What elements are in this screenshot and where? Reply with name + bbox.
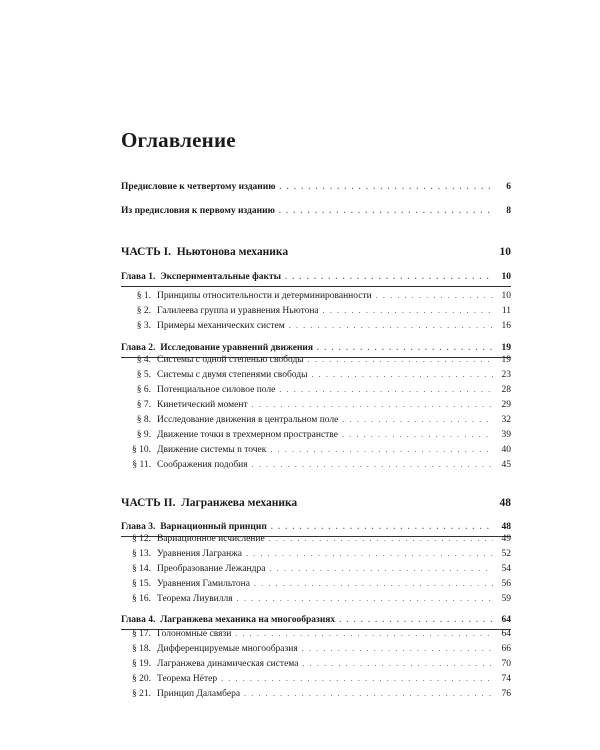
section-page: 49	[501, 534, 511, 544]
dot-leader	[302, 642, 493, 656]
section-title: Движение системы n точек	[157, 445, 267, 455]
chapter-label: Глава 3.	[121, 522, 156, 532]
section-number: § 2.	[136, 306, 151, 316]
part-page: 48	[499, 497, 511, 509]
section-page: 70	[501, 659, 511, 669]
section-title: Галилеева группа и уравнения Ньютона	[157, 306, 319, 316]
section-title: Принцип Даламбера	[157, 689, 241, 699]
toc-section[interactable]	[121, 627, 511, 641]
chapter-page: 64	[501, 615, 511, 625]
section-number: § 13.	[132, 549, 151, 559]
section-page: 59	[501, 594, 511, 604]
dot-leader	[339, 613, 493, 627]
toc-section[interactable]	[121, 592, 511, 606]
section-title: Голономные связи	[157, 629, 232, 639]
section-title: Вариационное исчисление	[157, 534, 265, 544]
dot-leader	[221, 672, 493, 686]
section-page: 19	[501, 355, 511, 365]
page-title: Оглавление	[121, 128, 236, 152]
toc-section[interactable]	[121, 562, 511, 576]
dot-leader	[269, 532, 493, 546]
toc-section[interactable]	[121, 547, 511, 561]
section-number: § 3.	[136, 321, 151, 331]
section-title: Уравнения Гамильтона	[157, 579, 250, 589]
chapter-title: Вариационный принцип	[160, 522, 267, 532]
toc-section[interactable]	[121, 428, 511, 442]
toc-section[interactable]	[121, 289, 511, 303]
section-page: 29	[501, 400, 511, 410]
section-page: 56	[501, 579, 511, 589]
dot-leader	[342, 413, 493, 427]
section-number: § 8.	[136, 415, 151, 425]
section-page: 23	[501, 370, 511, 380]
section-number: § 9.	[136, 430, 151, 440]
section-title: Потенциальное силовое поле	[157, 385, 276, 395]
part-title: Лагранжева механика	[181, 497, 298, 509]
section-title: Теорема Лиувилля	[157, 594, 233, 604]
section-page: 76	[501, 689, 511, 699]
toc-section[interactable]	[121, 319, 511, 333]
dot-leader	[323, 304, 493, 318]
toc-part-1[interactable]	[121, 245, 511, 259]
section-page: 66	[501, 644, 511, 654]
section-number: § 6.	[136, 385, 151, 395]
section-page: 11	[501, 306, 511, 316]
section-title: Примеры механических систем	[157, 321, 285, 331]
dot-leader	[235, 627, 493, 641]
section-page: 74	[501, 674, 511, 684]
part-title: Ньютонова механика	[176, 246, 289, 258]
section-number: § 4.	[136, 355, 151, 365]
chapter-label: Глава 1.	[121, 272, 156, 282]
toc-part-2[interactable]	[121, 496, 511, 510]
section-page: 28	[501, 385, 511, 395]
section-number: § 11.	[132, 460, 151, 470]
toc-section[interactable]	[121, 413, 511, 427]
toc-section[interactable]	[121, 353, 511, 367]
chapter-page: 10	[501, 272, 511, 282]
section-number: § 16.	[132, 594, 151, 604]
section-number: § 20.	[132, 674, 151, 684]
toc-section[interactable]	[121, 642, 511, 656]
section-title: Соображения подобия	[157, 460, 248, 470]
dot-leader	[279, 204, 493, 218]
toc-section[interactable]	[121, 368, 511, 382]
section-page: 54	[501, 564, 511, 574]
section-number: § 18.	[132, 644, 151, 654]
dot-leader	[302, 657, 493, 671]
dot-leader	[376, 289, 493, 303]
dot-leader	[270, 443, 493, 457]
toc-section[interactable]	[121, 304, 511, 318]
section-title: Преобразование Лежандра	[157, 564, 266, 574]
toc-section[interactable]	[121, 657, 511, 671]
chapter-page: 48	[501, 522, 511, 532]
chapter-title: Исследование уравнений движения	[160, 343, 314, 353]
section-number: § 21.	[132, 689, 151, 699]
section-number: § 15.	[132, 579, 151, 589]
part-label: ЧАСТЬ II.	[121, 497, 176, 509]
section-page: 16	[501, 321, 511, 331]
section-title: Кинетический момент	[157, 400, 248, 410]
section-title: Движение точки в трехмерном пространстве	[157, 430, 338, 440]
toc-entry-front-2[interactable]	[121, 204, 511, 218]
section-page: 64	[501, 629, 511, 639]
dot-leader	[342, 428, 493, 442]
toc-section[interactable]	[121, 398, 511, 412]
section-number: § 7.	[136, 400, 151, 410]
toc-section[interactable]	[121, 532, 511, 546]
toc-chapter-1[interactable]	[121, 270, 511, 287]
section-number: § 1.	[136, 291, 151, 301]
section-page: 32	[501, 415, 511, 425]
dot-leader	[311, 368, 493, 382]
dot-leader	[308, 353, 493, 367]
section-number: § 12.	[132, 534, 151, 544]
section-number: § 10.	[132, 445, 151, 455]
dot-leader	[289, 319, 493, 333]
toc-entry-front-1[interactable]	[121, 180, 511, 194]
dot-leader	[279, 180, 493, 194]
dot-leader	[246, 547, 493, 561]
toc-section[interactable]	[121, 458, 511, 472]
dot-leader	[252, 458, 493, 472]
part-page: 10	[499, 246, 511, 258]
chapter-title: Экспериментальные факты	[160, 272, 282, 282]
toc-section[interactable]	[121, 577, 511, 591]
entry-title: Из предисловия к первому изданию	[121, 206, 275, 216]
section-title: Теорема Нётер	[157, 674, 218, 684]
dot-leader	[254, 577, 493, 591]
section-title: Системы с двумя степенями свободы	[157, 370, 308, 380]
section-page: 10	[501, 291, 511, 301]
section-page: 39	[501, 430, 511, 440]
section-page: 45	[501, 460, 511, 470]
dot-leader	[237, 592, 493, 606]
part-label: ЧАСТЬ I.	[121, 246, 171, 258]
section-number: § 17.	[132, 629, 151, 639]
section-title: Системы с одной степенью свободы	[157, 355, 304, 365]
entry-page: 8	[506, 206, 511, 216]
toc-section[interactable]	[121, 443, 511, 457]
chapter-label: Глава 2.	[121, 343, 156, 353]
section-number: § 14.	[132, 564, 151, 574]
section-page: 40	[501, 445, 511, 455]
section-title: Дифференцируемые многообразия	[157, 644, 298, 654]
toc-section[interactable]	[121, 672, 511, 686]
section-page: 52	[501, 549, 511, 559]
chapter-title: Лагранжева механика на многообразиях	[160, 615, 336, 625]
dot-leader	[269, 562, 493, 576]
section-title: Исследование движения в центральном поле	[157, 415, 339, 425]
section-title: Уравнения Лагранжа	[157, 549, 242, 559]
section-number: § 5.	[136, 370, 151, 380]
section-number: § 19.	[132, 659, 151, 669]
dot-leader	[285, 270, 493, 284]
entry-title: Предисловие к четвертому изданию	[121, 182, 276, 192]
toc-section[interactable]	[121, 383, 511, 397]
entry-page: 6	[506, 182, 511, 192]
dot-leader	[252, 398, 493, 412]
dot-leader	[244, 687, 493, 701]
chapter-label: Глава 4.	[121, 615, 156, 625]
section-title: Лагранжева динамическая система	[157, 659, 299, 669]
dot-leader	[279, 383, 493, 397]
chapter-page: 19	[501, 343, 511, 353]
section-title: Принципы относительности и детерминированности	[157, 291, 372, 301]
toc-section[interactable]	[121, 687, 511, 701]
